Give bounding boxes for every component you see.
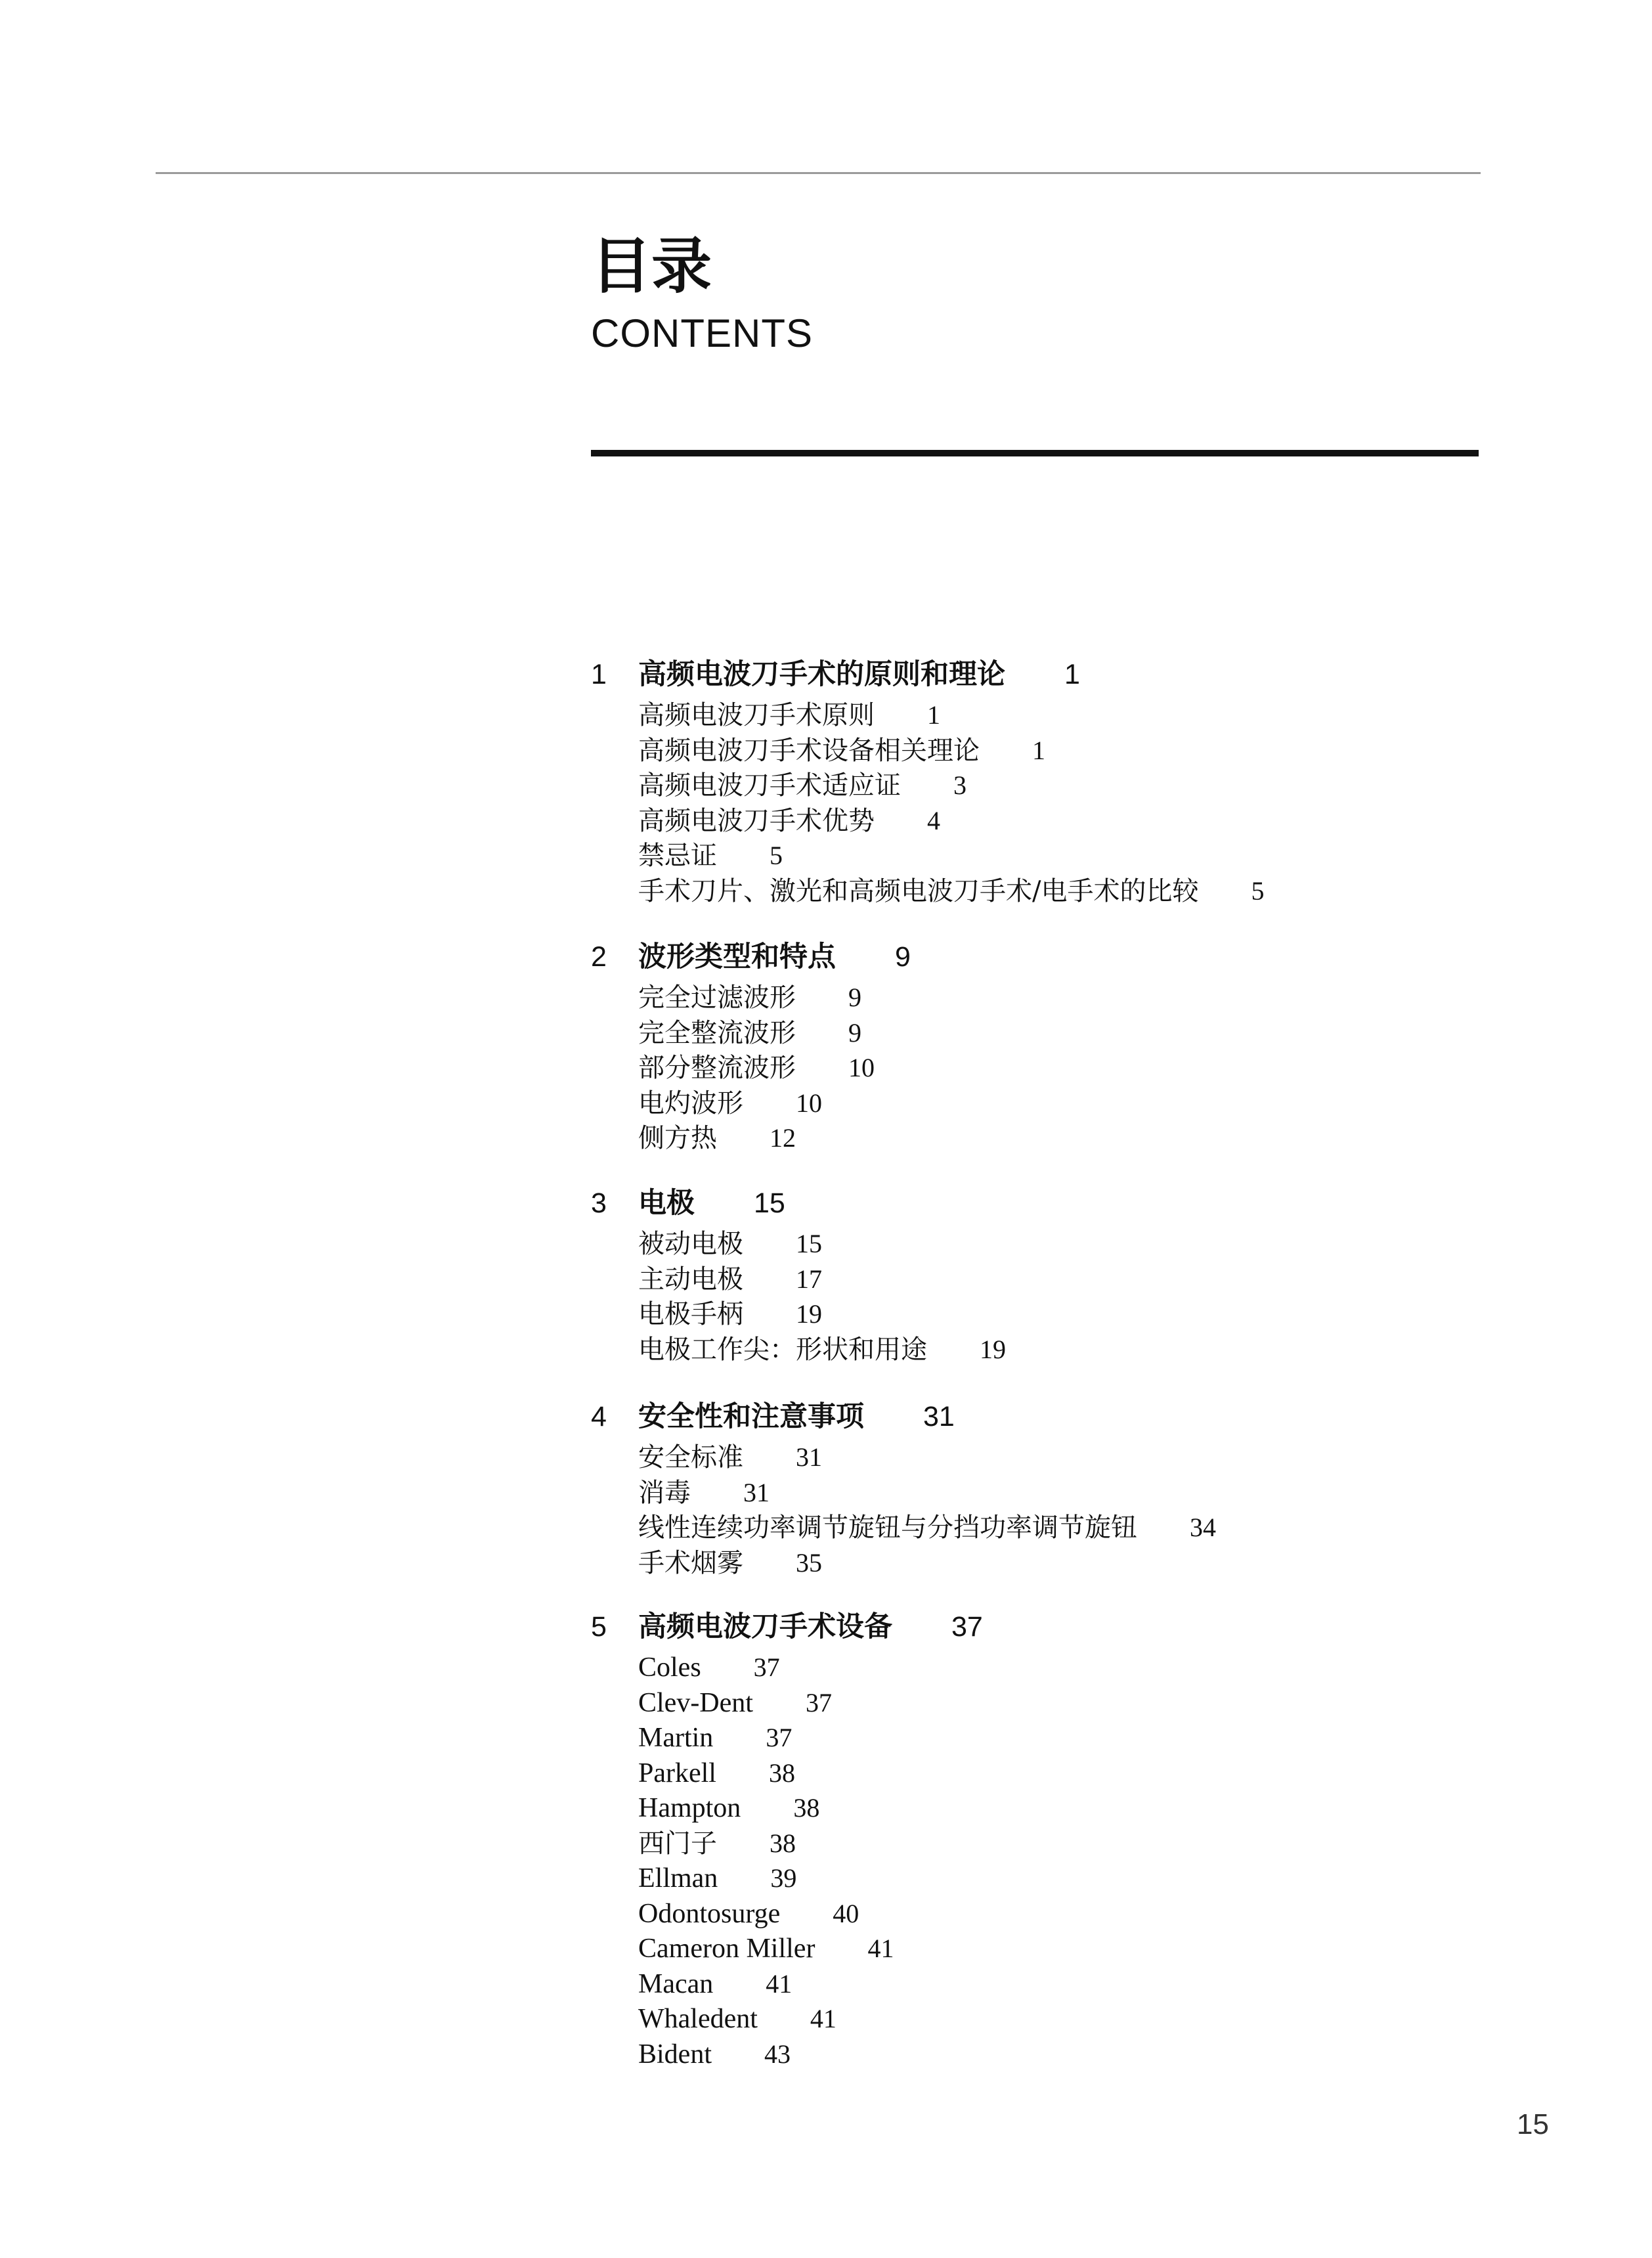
entry-title: 线性连续功率调节旋钮与分挡功率调节旋钮 <box>638 1513 1137 1543</box>
entry-title: Odontosurge <box>638 1898 781 1929</box>
entry-page-number: 38 <box>768 1758 795 1788</box>
toc-entry[interactable] <box>638 2038 791 2071</box>
page-number: 15 <box>1517 2108 1549 2140</box>
entry-page-number: 31 <box>743 1477 770 1507</box>
toc-chapter-heading[interactable] <box>591 657 1080 692</box>
entry-page-number: 15 <box>796 1229 822 1258</box>
entry-page-number: 41 <box>867 1934 894 1963</box>
entry-title: 禁忌证 <box>638 841 717 871</box>
entry-title: Martin <box>638 1723 714 1753</box>
entry-page-number: 10 <box>796 1088 822 1118</box>
title-rule <box>591 450 1479 456</box>
chapter-page-number: 1 <box>1064 659 1080 690</box>
toc-chapter-heading[interactable] <box>591 1185 785 1221</box>
entry-title: Cameron Miller <box>638 1934 815 1964</box>
toc-entry[interactable] <box>638 734 1045 767</box>
entry-title: 手术烟雾 <box>638 1547 743 1578</box>
toc-chapter-heading[interactable] <box>591 939 911 975</box>
chapter-title: 安全性和注意事项 <box>638 1400 864 1433</box>
entry-title: 安全标准 <box>638 1442 743 1472</box>
entry-page-number: 37 <box>753 1652 780 1682</box>
toc-entry[interactable] <box>638 1932 894 1965</box>
entry-title: 完全整流波形 <box>638 1017 796 1048</box>
entry-page-number: 38 <box>770 1828 796 1858</box>
page-title: 目录 <box>591 231 712 301</box>
chapter-title: 电极 <box>638 1187 695 1220</box>
entry-page-number: 19 <box>980 1334 1006 1364</box>
entry-page-number: 5 <box>1251 875 1265 906</box>
entry-page-number: 37 <box>766 1723 793 1752</box>
toc-entry[interactable] <box>638 1441 822 1474</box>
chapter-page-number: 31 <box>923 1401 955 1432</box>
entry-page-number: 31 <box>796 1442 822 1472</box>
entry-title: Parkell <box>638 1758 716 1788</box>
entry-title: 电灼波形 <box>638 1088 743 1118</box>
toc-entry[interactable] <box>638 1333 1006 1366</box>
toc-entry[interactable] <box>638 1968 792 2001</box>
entry-title: 电极手柄 <box>638 1299 743 1329</box>
entry-title: 高频电波刀手术优势 <box>638 805 875 836</box>
entry-page-number: 43 <box>764 2039 791 2069</box>
entry-title: Ellman <box>638 1863 718 1893</box>
top-divider <box>156 172 1481 174</box>
entry-title: Whaledent <box>638 2004 758 2034</box>
entry-page-number: 17 <box>796 1264 822 1294</box>
chapter-page-number: 9 <box>895 941 911 973</box>
entry-page-number: 1 <box>927 700 940 730</box>
entry-page-number: 34 <box>1190 1513 1216 1542</box>
page-subtitle: CONTENTS <box>591 311 813 355</box>
entry-page-number: 40 <box>833 1898 859 1928</box>
entry-title: 手术刀片、激光和高频电波刀手术/电手术的比较 <box>638 875 1199 906</box>
toc-entry[interactable] <box>638 1017 861 1050</box>
chapter-title: 高频电波刀手术的原则和理论 <box>638 658 1005 691</box>
entry-page-number: 9 <box>848 983 861 1012</box>
toc-entry[interactable] <box>638 1651 780 1684</box>
toc-entry[interactable] <box>638 769 967 802</box>
chapter-number: 3 <box>591 1187 607 1219</box>
toc-entry[interactable] <box>638 839 783 872</box>
entry-page-number: 41 <box>810 2004 837 2033</box>
entry-page-number: 41 <box>766 1968 793 1999</box>
toc-entry[interactable] <box>638 1721 792 1754</box>
chapter-title: 高频电波刀手术设备 <box>638 1610 892 1643</box>
entry-title: 主动电极 <box>638 1264 743 1295</box>
chapter-page-number: 37 <box>951 1611 983 1643</box>
entry-title: 西门子 <box>638 1828 717 1859</box>
entry-title: 电极工作尖：形状和用途 <box>638 1334 927 1365</box>
entry-page-number: 12 <box>770 1123 796 1153</box>
entry-title: Clev-Dent <box>638 1687 753 1718</box>
entry-page-number: 9 <box>848 1017 861 1048</box>
entry-title: 高频电波刀手术设备相关理论 <box>638 735 980 766</box>
entry-page-number: 37 <box>805 1687 832 1717</box>
toc-entry[interactable] <box>638 1087 822 1120</box>
entry-title: Macan <box>638 1968 714 1999</box>
entry-page-number: 1 <box>1032 735 1045 765</box>
chapter-page-number: 15 <box>754 1187 785 1219</box>
chapter-number: 5 <box>591 1611 607 1643</box>
entry-page-number: 19 <box>796 1299 822 1329</box>
toc-entry[interactable] <box>638 1298 822 1331</box>
toc-entry[interactable] <box>638 981 861 1014</box>
toc-entry[interactable] <box>638 1511 1216 1544</box>
toc-entry[interactable] <box>638 875 1264 908</box>
toc-entry[interactable] <box>638 1547 822 1580</box>
toc-entry[interactable] <box>638 1228 822 1260</box>
entry-page-number: 35 <box>796 1547 822 1578</box>
toc-entry[interactable] <box>638 1757 795 1790</box>
entry-title: 侧方热 <box>638 1123 717 1153</box>
toc-entry[interactable] <box>638 1827 796 1860</box>
toc-entry[interactable] <box>638 1897 859 1930</box>
chapter-number: 1 <box>591 659 607 690</box>
chapter-number: 4 <box>591 1401 607 1432</box>
entry-title: 高频电波刀手术适应证 <box>638 770 901 801</box>
entry-title: 完全过滤波形 <box>638 983 796 1013</box>
toc-entry[interactable] <box>638 1052 875 1084</box>
entry-page-number: 3 <box>953 770 967 800</box>
entry-title: 消毒 <box>638 1477 691 1508</box>
toc-entry[interactable] <box>638 2003 837 2035</box>
entry-page-number: 4 <box>927 805 940 835</box>
toc-entry[interactable] <box>638 1122 796 1155</box>
entry-page-number: 10 <box>848 1053 875 1082</box>
toc-entry[interactable] <box>638 1792 819 1825</box>
toc-entry[interactable] <box>638 699 940 732</box>
entry-title: Hampton <box>638 1793 741 1823</box>
entry-page-number: 39 <box>770 1863 797 1893</box>
chapter-number: 2 <box>591 941 607 973</box>
toc-entry[interactable] <box>638 1263 822 1296</box>
entry-title: 被动电极 <box>638 1229 743 1259</box>
entry-page-number: 38 <box>793 1793 820 1823</box>
toc-entry[interactable] <box>638 805 940 837</box>
entry-title: 高频电波刀手术原则 <box>638 700 875 730</box>
toc-entry[interactable] <box>638 1687 832 1719</box>
entry-title: 部分整流波形 <box>638 1053 796 1083</box>
toc-chapter-heading[interactable] <box>591 1609 983 1645</box>
entry-title: Coles <box>638 1652 701 1683</box>
entry-title: Bident <box>638 2039 712 2070</box>
chapter-title: 波形类型和特点 <box>638 941 836 973</box>
toc-entry[interactable] <box>638 1476 770 1509</box>
toc-chapter-heading[interactable] <box>591 1399 955 1434</box>
entry-page-number: 5 <box>770 841 783 870</box>
toc-entry[interactable] <box>638 1862 796 1895</box>
